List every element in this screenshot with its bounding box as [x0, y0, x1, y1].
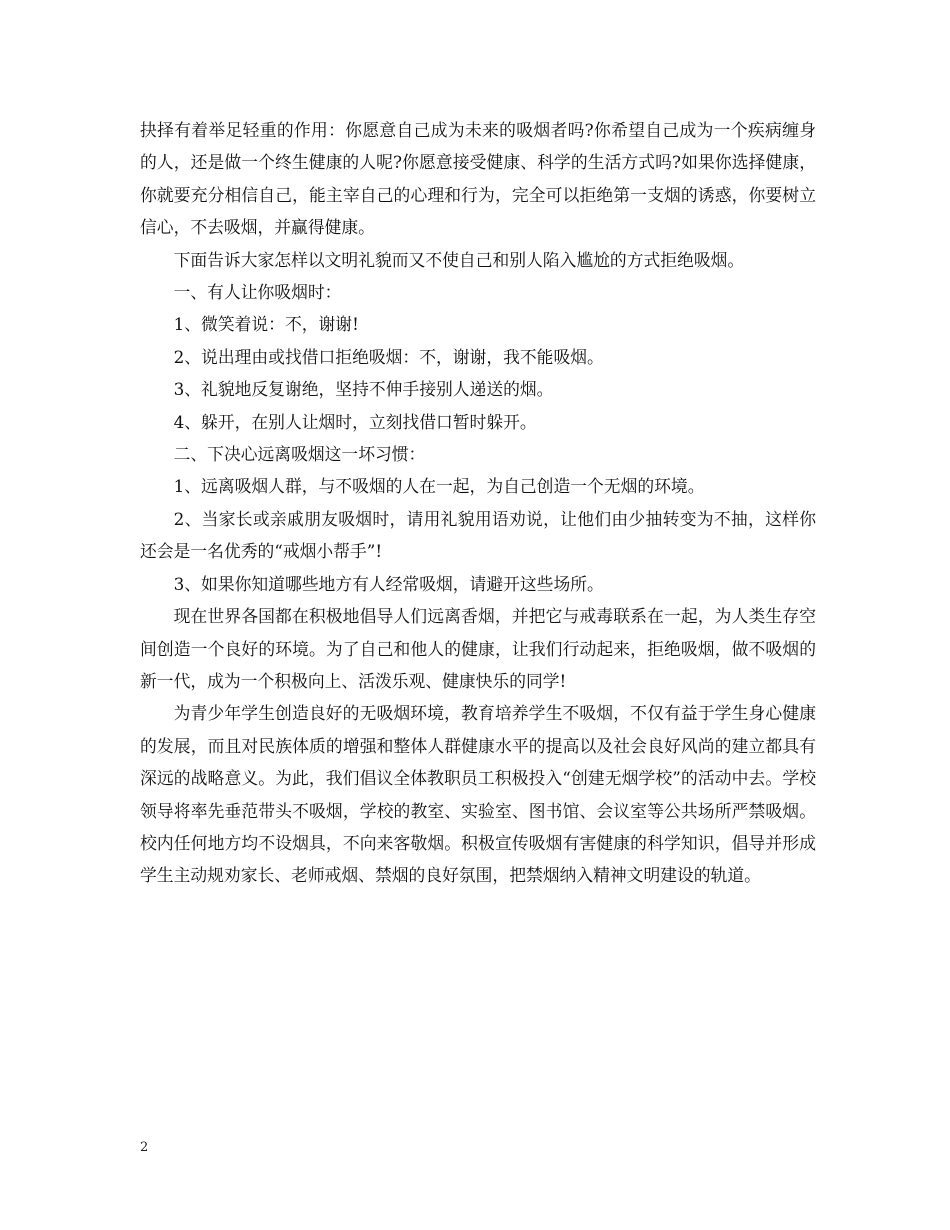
document-body — [140, 114, 816, 892]
list-item: 2、说出理由或找借口拒绝吸烟：不，谢谢，我不能吸烟。 — [173, 346, 604, 367]
list-item: 2、当家长或亲戚朋友吸烟时，请用礼貌用语劝说，让他们由少抽转变为不抽，这样你还会是一名优秀的“戒烟小帮手”! — [140, 508, 816, 562]
list-item: 4、躲开，在别人让烟时，立刻找借口暂时躲开。 — [173, 411, 537, 432]
list-item: 3、如果你知道哪些地方有人经常吸烟，请避开这些场所。 — [173, 573, 604, 594]
paragraph-2: 下面告诉大家怎样以文明礼貌而又不使自己和别人陷入尴尬的方式拒绝吸烟。 — [173, 249, 745, 270]
paragraph-1: 抉择有着举足轻重的作用：你愿意自己成为未来的吸烟者吗?你希望自己成为一个疾病缠身的人，还是做一个终生健康的人呢?你愿意接受健康、科学的生活方式吗?如果你选择健康，你就要充分相信自己，能主宰自己的心理和行为，完全可以拒绝第一支烟的诱惑，你要树立信心，不去吸烟，并赢得健康。 — [140, 120, 816, 238]
list-item: 3、礼貌地反复谢绝，坚持不伸手接别人递送的烟。 — [173, 379, 554, 400]
list-item: 1、微笑着说：不，谢谢! — [173, 314, 359, 335]
section-heading-1: 一、有人让你吸烟时： — [173, 282, 342, 303]
list-item: 1、远离吸烟人群，与不吸烟的人在一起，为自己创造一个无烟的环境。 — [173, 476, 705, 497]
paragraph-call-to-action: 现在世界各国都在积极地倡导人们远离香烟，并把它与戒毒联系在一起，为人类生存空间创造一个良好的环境。为了自己和他人的健康，让我们行动起来，拒绝吸烟，做不吸烟的新一代，成为一个积极向上、活泼乐观、健康快乐的同学! — [140, 606, 816, 691]
section-heading-2: 二、下决心远离吸烟这一坏习惯： — [173, 444, 426, 465]
paragraph-school-initiative: 为青少年学生创造良好的无吸烟环境，教育培养学生不吸烟，不仅有益于学生身心健康的发展，而且对民族体质的增强和整体人群健康水平的提高以及社会良好风尚的建立都具有深远的战略意义。为此，我们倡议全体教职员工积极投入“创建无烟学校”的活动中去。学校领导将率先垂范带头不吸烟，学校的教室、实验室、图书馆、会议室等公共场所严禁吸烟。校内任何地方均不设烟具，不向来客敬烟。积极宣传吸烟有害健康的科学知识，倡导并形成学生主动规劝家长、老师戒烟、禁烟的良好氛围，把禁烟纳入精神文明建设的轨道。 — [140, 703, 816, 886]
page-number: 2 — [140, 1140, 149, 1155]
